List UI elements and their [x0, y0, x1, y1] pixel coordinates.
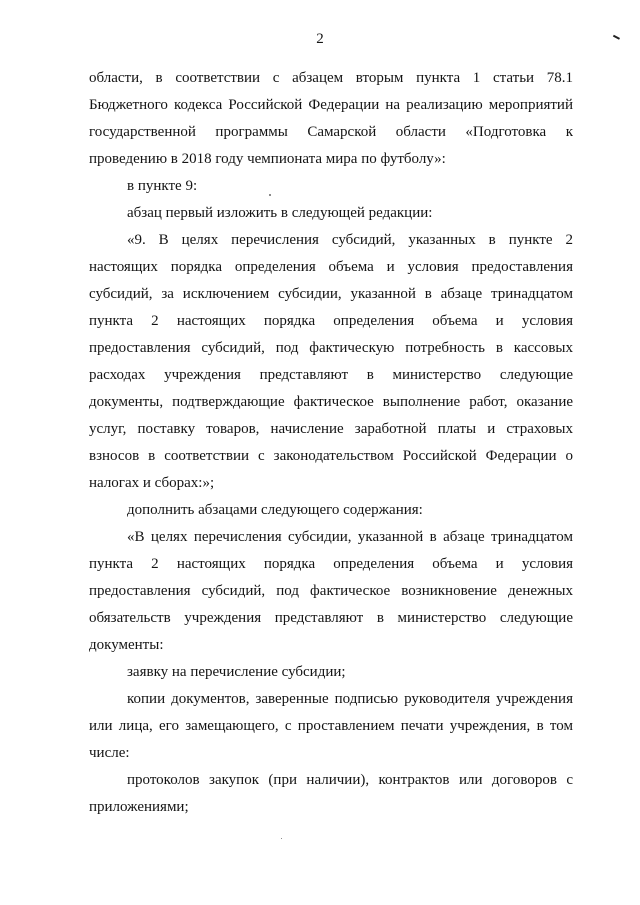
- text-line: субсидий, за исключением субсидии, указанной в абзаце тринадцатом: [89, 286, 573, 302]
- text-line: государственной программы Самарской области «Подготовка к: [89, 124, 573, 140]
- document-body: [89, 65, 573, 821]
- text-line: настоящих порядка определения объема и условия предоставления: [89, 259, 573, 275]
- text-line: предоставления субсидий, под фактическое возникновение денежных: [89, 583, 573, 599]
- text-line: обязательств учреждения представляют в министерство следующие: [89, 610, 573, 626]
- text-line: абзац первый изложить в следующей редакции:: [127, 205, 433, 221]
- text-line: предоставления субсидий, под фактическую потребность в кассовых: [89, 340, 573, 356]
- text-line: «В целях перечисления субсидии, указанной в абзаце тринадцатом: [127, 529, 573, 545]
- text-line: налогах и сборах:»;: [89, 475, 215, 491]
- text-line: расходах учреждения представляют в министерство следующие: [89, 367, 573, 383]
- text-line: протоколов закупок (при наличии), контрактов или договоров с: [127, 772, 573, 788]
- text-line: числе:: [89, 745, 130, 761]
- text-line: документы:: [89, 637, 164, 653]
- page-number: 2: [316, 31, 324, 47]
- text-line: в пункте 9:: [127, 178, 198, 194]
- text-line: взносов в соответствии с законодательством Российской Федерации о: [89, 448, 573, 464]
- text-line: пункта 2 настоящих порядка определения объема и условия: [89, 313, 573, 329]
- text-line: Бюджетного кодекса Российской Федерации на реализацию мероприятий: [89, 97, 573, 113]
- text-line: копии документов, заверенные подписью руководителя учреждения: [127, 691, 573, 707]
- text-line: документы, подтверждающие фактическое выполнение работ, оказание: [89, 394, 573, 410]
- text-line: области, в соответствии с абзацем вторым пункта 1 статьи 78.1: [89, 70, 573, 86]
- scan-speck: [281, 838, 282, 839]
- text-line: заявку на перечисление субсидии;: [127, 664, 346, 680]
- text-line: дополнить абзацами следующего содержания:: [127, 502, 423, 518]
- text-line: «9. В целях перечисления субсидий, указанных в пункте 2: [127, 232, 573, 248]
- text-line: пункта 2 настоящих порядка определения объема и условия: [89, 556, 573, 572]
- text-line: проведению в 2018 году чемпионата мира по футболу»:: [89, 151, 446, 167]
- text-line: приложениями;: [89, 799, 189, 815]
- text-line: услуг, поставку товаров, начисление заработной платы и страховых: [89, 421, 573, 437]
- text-line: или лица, его замещающего, с проставлением печати учреждения, в том: [89, 718, 573, 734]
